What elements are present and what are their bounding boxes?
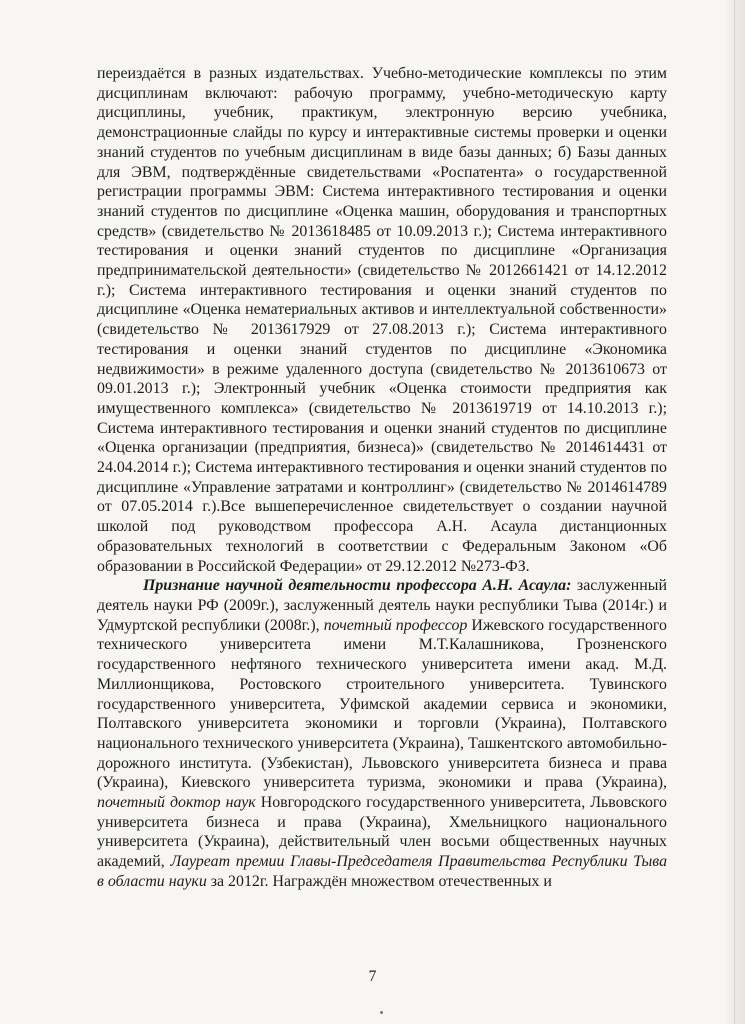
paragraph-text: Ижевского государственного технического университета имени М.Т.Калашникова, Грозненского государственного нефтяного технического университета имени акад. М.Д. Миллионщикова, Ростовского строительного университета. Тувинского государственного университета, Уфимской академии сервиса и экономики, Полтавского университета экономики и торговли (Украина), Полтавского национального технического университета (Украина), Ташкентского автомобильно-дорожного института. (Узбекистан), Львовского университета бизнеса и права (Украина), Киевского университета туризма, экономики и права (Украина),	[97, 616, 668, 792]
paragraph-continuation: переиздаётся в разных издательствах. Учебно-методические комплексы по этим дисциплинам включают: рабочую программу, учебно-методическую карту дисциплины, учебник, практикум, электронную версию учебника, демонстрационные слайды по курсу и интерактивные системы проверки и оценки знаний студентов по учебным дисциплинам в виде базы данных; б) Базы данных для ЭВМ, подтверждённые свидетельствами «Роспатента» о государственной регистрации программы ЭВМ: Система интерактивного тестирования и оценки знаний студентов по дисциплине «Оценка машин, оборудования и транспортных средств» (свидетельство № 2013618485 от 10.09.2013 г.); Система интерактивного тестирования и оценки знаний студентов по дисциплине «Организация предпринимательской деятельности» (свидетельство № 2012661421 от 14.12.2012 г.); Система интерактивного тестирования и оценки знаний студентов по дисциплине «Оценка нематериальных активов и интеллектуальной собственности» (свидетельство № 2013617929 от 27.08.2013 г.); Система интерактивного тестирования и оценки знаний студентов по дисциплине «Экономика недвижимости» в режиме удаленного доступа (свидетельство № 2013610673 от 09.01.2013 г.); Электронный учебник «Оценка стоимости предприятия как имущественного комплекса» (свидетельство № 2013619719 от 14.10.2013 г.); Система интерактивного тестирования и оценки знаний студентов по дисциплине «Оценка организации (предприятия, бизнеса)» (свидетельство № 2014614431 от 24.04.2014 г.); Система интерактивного тестирования и оценки знаний студентов по дисциплине «Управление затратами и контроллинг» (свидетельство № 2014614789 от 07.05.2014 г.).Все вышеперечисленное свидетельствует о создании научной школой под руководством профессора А.Н. Асаула дистанционных образовательных технологий в соответствии с Федеральным Законом «Об образовании в Российской Федерации» от 29.12.2012 №273-ФЗ.	[97, 65, 667, 575]
page-number: 7	[368, 968, 377, 985]
paragraph-text: за 2012г. Награждён множеством отечественных и	[206, 872, 552, 890]
paragraph-text: Новгородского государственного университета, Львовского университета бизнеса и права (Украина), Хмельницкого национального университета (Украина), действительный член восьми общественных научных академий,	[97, 794, 667, 871]
italic-phrase: почетный доктор наук	[97, 794, 256, 812]
scan-edge-shadow	[723, 0, 745, 1024]
paragraph-text: заслуженный деятель науки РФ (2009г.), заслуженный деятель науки республики Тыва (2014г.) и Удмуртской республики (2008г.),	[97, 577, 667, 634]
italic-phrase: Лауреат премии Главы-Председателя Правительства Республики Тыва в области науки	[97, 853, 668, 890]
italic-phrase: почетный профессор	[323, 616, 468, 634]
paragraph-heading: Признание научной деятельности профессора А.Н. Асаула:	[143, 577, 572, 595]
scan-edge-line	[734, 0, 735, 1024]
paragraph-recognition	[97, 576, 667, 891]
page-body	[97, 64, 667, 892]
scan-speck	[380, 1011, 383, 1014]
